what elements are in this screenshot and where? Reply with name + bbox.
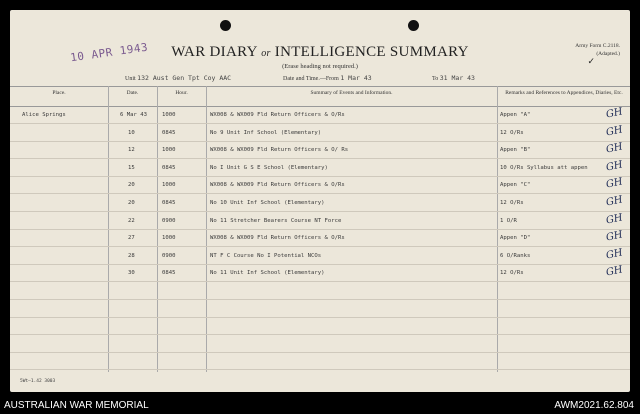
page-subtitle: (Erase heading not required.) bbox=[282, 63, 358, 70]
cell-date: 20 bbox=[128, 182, 135, 189]
cell-remarks: 6 O/Ranks bbox=[500, 252, 531, 259]
handwritten-initials: GH bbox=[605, 211, 624, 227]
cell-hour: 0845 bbox=[162, 164, 176, 171]
unit-label: Unit bbox=[125, 76, 136, 82]
cell-remarks: 12 O/Rs bbox=[500, 200, 524, 206]
title-or: or bbox=[261, 48, 271, 59]
form-reference bbox=[575, 42, 620, 58]
cell-summary: No 10 Unit Inf School (Elementary) bbox=[210, 200, 325, 206]
handwritten-initials: GH bbox=[605, 247, 624, 262]
header-summary: Summary of Events and Information. bbox=[310, 90, 393, 96]
cell-hour: 1000 bbox=[162, 235, 176, 242]
cell-summary: No I Unit G S E School (Elementary) bbox=[210, 164, 328, 171]
title-war-diary: WAR DIARY bbox=[171, 44, 258, 60]
cell-date: 10 bbox=[128, 129, 135, 136]
cell-date: 28 bbox=[128, 252, 135, 259]
cell-hour: 0900 bbox=[162, 217, 176, 224]
row-rule bbox=[10, 141, 630, 142]
title-intel-summary: INTELLIGENCE SUMMARY bbox=[274, 44, 469, 60]
page-title bbox=[10, 44, 630, 61]
row-rule bbox=[10, 229, 630, 230]
diary-sheet bbox=[10, 10, 630, 392]
unit-line bbox=[125, 74, 231, 82]
unit-value: 132 Aust Gen Tpt Coy AAC bbox=[137, 74, 232, 82]
handwritten-initials: GH bbox=[605, 194, 624, 209]
cell-remarks: Appen "D" bbox=[500, 235, 531, 242]
cell-hour: 1000 bbox=[162, 182, 176, 189]
cell-remarks: Appen "A" bbox=[500, 112, 531, 118]
cell-summary: No 11 Stretcher Bearers Course NT Force bbox=[210, 217, 342, 224]
row-rule bbox=[10, 211, 630, 212]
row-rule bbox=[10, 264, 630, 265]
row-rule bbox=[10, 317, 630, 318]
to-label: To bbox=[432, 76, 439, 82]
cell-hour: 0845 bbox=[162, 270, 176, 277]
cell-date: 12 bbox=[128, 147, 135, 154]
header-remarks: Remarks and References to Appendices, Diaries, Etc. bbox=[505, 90, 623, 96]
row-rule bbox=[10, 123, 630, 124]
cell-date: 6 Mar 43 bbox=[120, 112, 147, 118]
cell-summary: WX008 & WX009 Fld Return Officers & O/Rs bbox=[210, 235, 345, 242]
handwritten-initials: GH bbox=[605, 264, 624, 280]
handwritten-initials: GH bbox=[605, 106, 624, 121]
row-rule bbox=[10, 369, 630, 370]
form-ref-line-2: (Adapted.) bbox=[596, 51, 620, 57]
cell-hour: 0900 bbox=[162, 252, 176, 259]
cell-remarks: 10 O/Rs Syllabus att appen bbox=[500, 164, 588, 171]
pencil-mark-icon: ✓ bbox=[587, 56, 595, 66]
date-from-line bbox=[283, 74, 372, 82]
date-from-value: 1 Mar 43 bbox=[340, 74, 372, 82]
credit-accession: AWM2021.62.804 bbox=[554, 400, 634, 411]
cell-date: 15 bbox=[128, 164, 135, 171]
cell-date: 20 bbox=[128, 200, 135, 206]
handwritten-initials: GH bbox=[605, 141, 624, 156]
handwritten-initials: GH bbox=[605, 229, 624, 244]
row-rule bbox=[10, 158, 630, 159]
cell-hour: 1000 bbox=[162, 112, 176, 118]
cell-remarks: 12 O/Rs bbox=[500, 270, 524, 277]
row-rule bbox=[10, 246, 630, 247]
row-rule bbox=[10, 334, 630, 335]
date-label: Date and Time.—From bbox=[283, 76, 339, 82]
cell-summary: WX008 & WX009 Fld Return Officers & O/ Rs bbox=[210, 147, 349, 154]
row-rule bbox=[10, 352, 630, 353]
handwritten-initials: GH bbox=[605, 176, 624, 192]
punch-hole bbox=[220, 20, 231, 31]
cell-summary: WX008 & WX009 Fld Return Officers & O/Rs bbox=[210, 182, 345, 189]
cell-hour: 0845 bbox=[162, 200, 176, 206]
date-to-value: 31 Mar 43 bbox=[439, 74, 475, 82]
cell-summary: WX008 & WX009 Fld Return Officers & O/Rs bbox=[210, 112, 345, 118]
row-rule bbox=[10, 176, 630, 177]
cell-date: 30 bbox=[128, 270, 135, 277]
date-to-line bbox=[432, 74, 475, 82]
cell-summary: No 9 Unit Inf School (Elementary) bbox=[210, 129, 322, 136]
row-rule bbox=[10, 281, 630, 282]
form-print-note: 5Wt—1.42 3003 bbox=[20, 379, 56, 384]
credit-institution: AUSTRALIAN WAR MEMORIAL bbox=[4, 400, 149, 411]
cell-remarks: Appen "C" bbox=[500, 182, 531, 189]
header-date: Date. bbox=[126, 90, 139, 96]
date-stamp: 10 APR 1943 bbox=[69, 40, 149, 65]
diary-table bbox=[10, 86, 630, 372]
cell-summary: No 11 Unit Inf School (Elementary) bbox=[210, 270, 325, 277]
header-hour: Hour. bbox=[175, 90, 188, 96]
cell-date: 27 bbox=[128, 235, 135, 242]
form-ref-line-1: Army Form C.2118. bbox=[575, 43, 620, 49]
row-rule bbox=[10, 299, 630, 300]
punch-hole bbox=[408, 20, 419, 31]
cell-place: Alice Springs bbox=[22, 112, 66, 118]
cell-remarks: 12 O/Rs bbox=[500, 129, 524, 136]
cell-hour: 1000 bbox=[162, 147, 176, 154]
cell-hour: 0845 bbox=[162, 129, 176, 136]
header-place: Place. bbox=[52, 90, 66, 96]
cell-date: 22 bbox=[128, 217, 135, 224]
handwritten-initials: GH bbox=[605, 159, 624, 174]
cell-summary: NT F C Course No I Potential NCOs bbox=[210, 252, 322, 259]
cell-remarks: Appen "B" bbox=[500, 147, 531, 154]
handwritten-initials: GH bbox=[605, 123, 624, 139]
row-rule bbox=[10, 193, 630, 194]
cell-remarks: 1 O/R bbox=[500, 217, 517, 224]
header-bottom-rule bbox=[10, 106, 630, 107]
table-top-rule bbox=[10, 86, 630, 87]
